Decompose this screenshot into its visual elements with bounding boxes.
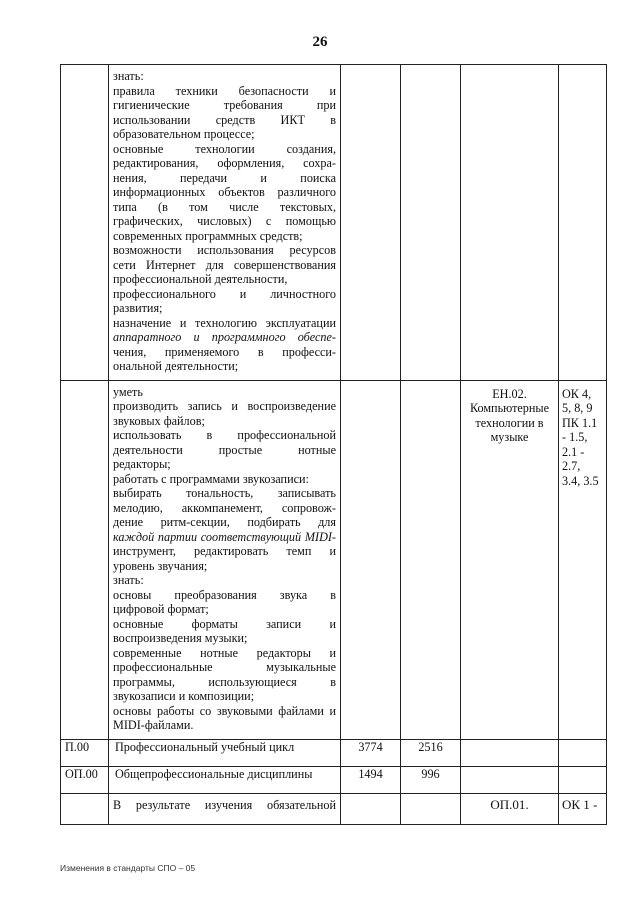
- competency-line: 2.7,: [562, 459, 581, 473]
- desc-line: современные нотные редакторы и: [113, 645, 336, 660]
- desc-line: профессиональной деятельности,: [113, 272, 288, 286]
- desc-line: сети Интернет для совершенствования: [113, 257, 336, 272]
- code-cell: [61, 380, 109, 739]
- desc-line: чения, применяемого в професси-: [113, 344, 336, 359]
- desc-line: основные технологии создания,: [113, 141, 336, 156]
- desc-line: звукозаписи и композиции;: [113, 689, 255, 703]
- required-load-cell: [401, 793, 461, 824]
- competency-cell: [559, 739, 607, 766]
- table-row-last: [61, 793, 607, 824]
- max-load: 1494: [341, 766, 401, 793]
- competency-cell: [559, 766, 607, 793]
- required-load: 996: [401, 766, 461, 793]
- max-load-cell: [341, 65, 401, 381]
- desc-line: инструмент, редактировать темп и: [113, 544, 336, 558]
- discipline-cell: [461, 65, 559, 381]
- footer-note: Изменения в стандарты СПО – 05: [60, 863, 196, 873]
- skills-description: [109, 380, 341, 739]
- desc-line: информационных объектов различного: [113, 185, 336, 199]
- page-number: 26: [312, 34, 328, 50]
- desc-line: аппаратного и программного обеспе-: [113, 330, 336, 344]
- desc-line: выбирать тональность, записывать: [113, 486, 336, 500]
- discipline-cell: [461, 766, 559, 793]
- desc-line: производить запись и воспроизведение: [113, 399, 336, 413]
- competency-line: 5, 8, 9: [562, 401, 593, 415]
- discipline-code: ОП.01.: [461, 793, 559, 824]
- desc-line: правила техники безопасности и: [113, 83, 336, 98]
- competency-line: ПК 1.1: [562, 415, 598, 430]
- table-row-general-disciplines: [61, 766, 607, 793]
- desc-line: программы, использующиеся в: [113, 674, 336, 689]
- max-load-cell: [341, 380, 401, 739]
- desc-line: образовательном процессе;: [113, 127, 255, 141]
- max-load-cell: [341, 793, 401, 824]
- cycle-name: Общепрофессиональные дисциплины: [109, 766, 341, 793]
- desc-line: цифровой формат;: [113, 602, 209, 616]
- desc-line: деятельности простые нотные: [113, 442, 336, 457]
- desc-line: основные форматы записи и: [113, 616, 336, 631]
- desc-line: знать:: [113, 573, 144, 587]
- code-cell: [61, 65, 109, 381]
- cycle-code: П.00: [61, 739, 109, 766]
- desc-line: уровень звучания;: [113, 558, 208, 573]
- required-load: 2516: [401, 739, 461, 766]
- code-cell: [61, 793, 109, 824]
- desc-line: звуковых файлов;: [113, 413, 205, 428]
- desc-line: воспроизведения музыки;: [113, 631, 248, 645]
- competency-codes: [559, 380, 607, 739]
- cycle-code: ОП.00: [61, 766, 109, 793]
- desc-line: дение ритм-секции, подбирать для: [113, 515, 336, 529]
- desc-line: MIDI-файлами.: [113, 718, 194, 732]
- table-row-know: [61, 65, 607, 381]
- required-load-cell: [401, 65, 461, 381]
- desc-line: редактирования, оформления, сохра-: [113, 156, 336, 170]
- desc-line: каждой партии соответствующий MIDI-: [113, 529, 336, 544]
- last-description: [109, 793, 341, 824]
- desc-line: знать:: [113, 69, 144, 83]
- desc-line: профессиональные музыкальные: [113, 660, 336, 674]
- discipline-name: ЕН.02. Компьютерные технологии в музыке: [461, 380, 559, 739]
- competency-codes: ОК 1 -: [559, 793, 607, 824]
- required-load-cell: [401, 380, 461, 739]
- desc-line: редакторы;: [113, 457, 171, 471]
- desc-line: современных программных средств;: [113, 228, 303, 243]
- knowledge-description: [109, 65, 341, 381]
- desc-line: В результате изучения обязательной: [113, 797, 336, 812]
- desc-line: профессионального и личностного: [113, 286, 336, 301]
- competency-line: - 1.5,: [562, 430, 588, 444]
- desc-line: развития;: [113, 301, 163, 315]
- desc-line: типа (в том числе текстовых,: [113, 199, 336, 214]
- table-row-professional-cycle: [61, 739, 607, 766]
- competency-line: ОК 4,: [562, 386, 592, 401]
- desc-line: возможности использования ресурсов: [113, 243, 336, 257]
- table-row-skills: [61, 380, 607, 739]
- desc-line: нения, передачи и поиска: [113, 170, 336, 185]
- desc-line: основы работы со звуковыми файлами и: [113, 703, 336, 718]
- desc-line: работать с программами звукозаписи:: [113, 471, 309, 486]
- desc-line: назначение и технологию эксплуатации: [113, 315, 336, 330]
- desc-line: основы преобразования звука в: [113, 587, 336, 602]
- curriculum-table: [60, 64, 607, 825]
- desc-line: уметь: [113, 384, 143, 399]
- desc-line: мелодию, аккомпанемент, сопровож-: [113, 500, 336, 515]
- competency-cell: [559, 65, 607, 381]
- cycle-name: Профессиональный учебный цикл: [109, 739, 341, 766]
- desc-line: гигиенические требования при: [113, 98, 336, 112]
- desc-line: графических, числовых) с помощью: [113, 214, 336, 228]
- competency-line: 3.4, 3.5: [562, 473, 599, 488]
- desc-line: использовании средств ИКТ в: [113, 112, 336, 127]
- desc-line: использовать в профессиональной: [113, 428, 336, 442]
- max-load: 3774: [341, 739, 401, 766]
- competency-line: 2.1 -: [562, 444, 585, 459]
- desc-line: ональной деятельности;: [113, 359, 239, 373]
- discipline-cell: [461, 739, 559, 766]
